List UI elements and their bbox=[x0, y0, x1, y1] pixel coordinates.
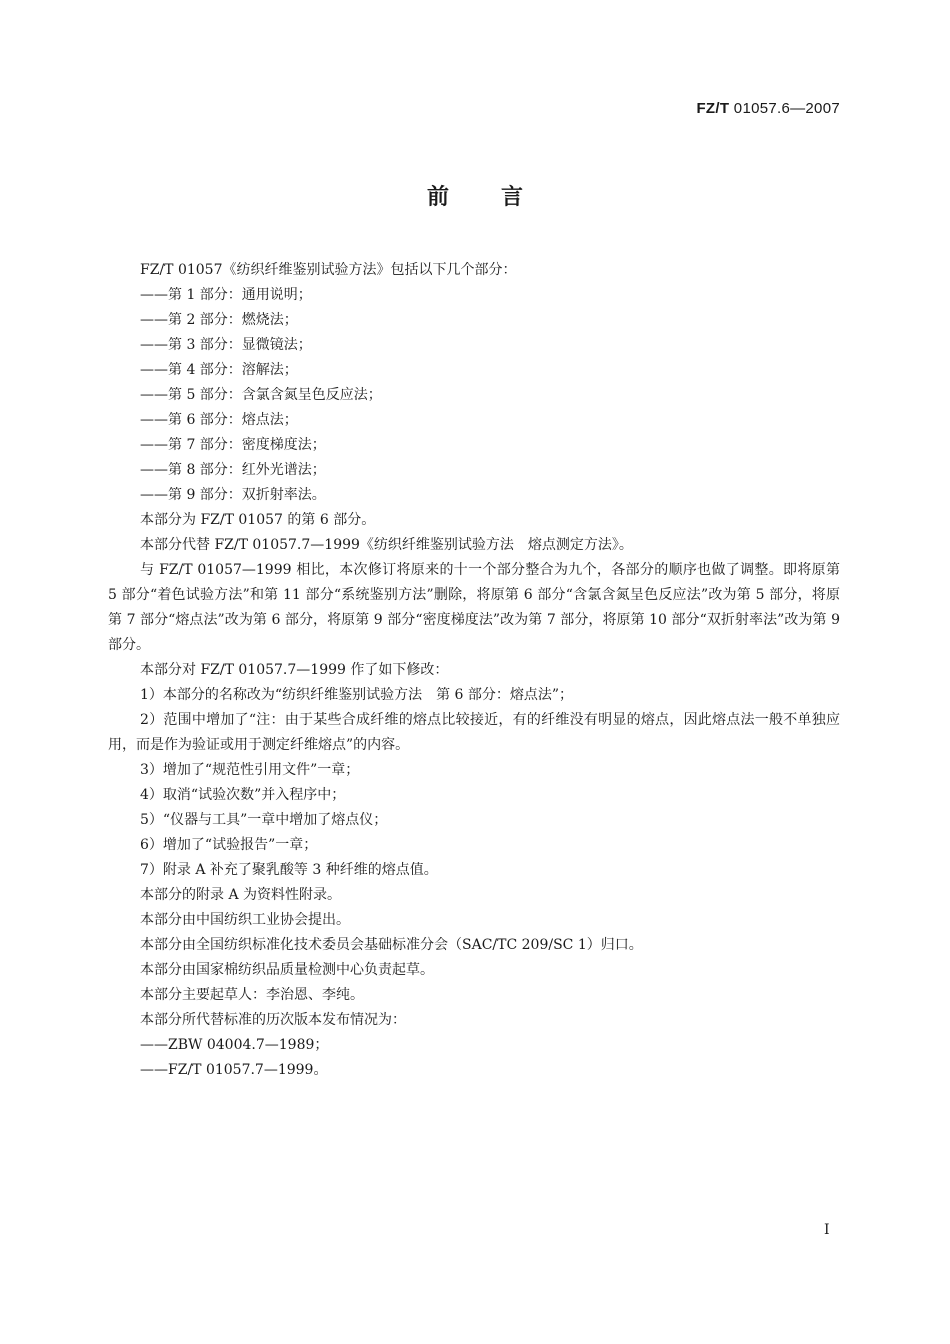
document-body bbox=[108, 258, 840, 1083]
list-item: 6）增加了“试验报告”一章； bbox=[140, 837, 318, 853]
part-paragraph: 本部分为 FZ/T 01057 的第 6 部分。 bbox=[140, 512, 376, 528]
standard-code bbox=[696, 100, 840, 117]
list-item: ——第 9 部分：双折射率法。 bbox=[140, 487, 326, 503]
list-item: ——第 5 部分：含氯含氮呈色反应法； bbox=[140, 387, 382, 403]
list-item: ——ZBW 04004.7—1989； bbox=[140, 1037, 329, 1053]
standard-code-number: 01057.6—2007 bbox=[729, 100, 840, 117]
list-item: ——第 3 部分：显微镜法； bbox=[140, 337, 312, 353]
changes-list bbox=[108, 683, 840, 883]
page-title: 前言 bbox=[426, 185, 575, 210]
list-item: 7）附录 A 补充了聚乳酸等 3 种纤维的熔点值。 bbox=[140, 862, 438, 878]
closing-section bbox=[108, 883, 840, 1033]
closing-paragraph: 本部分所代替标准的历次版本发布情况为： bbox=[140, 1012, 406, 1028]
list-item: ——第 1 部分：通用说明； bbox=[140, 287, 312, 303]
list-item: 5）“仪器与工具”一章中增加了熔点仪； bbox=[140, 812, 388, 828]
history-list bbox=[108, 1033, 840, 1083]
list-item: ——第 4 部分：溶解法； bbox=[140, 362, 298, 378]
compare-paragraph: 与 FZ/T 01057—1999 相比，本次修订将原来的十一个部分整合为九个，各部分的顺序也做了调整。即将原第 5 部分“着色试验方法”和第 11 部分“系统鉴别方法”删除，将原第 6 部分“含氯含氮呈色反应法”改为第 5 部分，将原第 7 部分“熔点法”改为第 6 部分，将原第 9 部分“密度梯度法”改为第 7 部分，将原第 10 部分“双折射率法”改为第 9 部分。 bbox=[108, 562, 840, 653]
parts-list bbox=[108, 283, 840, 508]
closing-paragraph: 本部分由中国纺织工业协会提出。 bbox=[140, 912, 350, 928]
list-item: 3）增加了“规范性引用文件”一章； bbox=[140, 762, 360, 778]
list-item: 1）本部分的名称改为“纺织纤维鉴别试验方法 第 6 部分：熔点法”； bbox=[140, 687, 574, 703]
replace-paragraph: 本部分代替 FZ/T 01057.7—1999《纺织纤维鉴别试验方法 熔点测定方法》。 bbox=[140, 537, 633, 553]
list-item: 4）取消“试验次数”并入程序中； bbox=[140, 787, 346, 803]
list-item: ——第 2 部分：燃烧法； bbox=[140, 312, 298, 328]
intro-paragraph: FZ/T 01057《纺织纤维鉴别试验方法》包括以下几个部分： bbox=[140, 262, 517, 278]
page-number: I bbox=[824, 1222, 830, 1238]
closing-paragraph: 本部分由全国纺织标准化技术委员会基础标准分会（SAC/TC 209/SC 1）归口。 bbox=[140, 937, 643, 953]
list-item: 2）范围中增加了“注：由于某些合成纤维的熔点比较接近，有的纤维没有明显的熔点，因此熔点法一般不单独应用，而是作为验证或用于测定纤维熔点”的内容。 bbox=[108, 712, 840, 753]
list-item: ——第 7 部分：密度梯度法； bbox=[140, 437, 326, 453]
changes-paragraph: 本部分对 FZ/T 01057.7—1999 作了如下修改： bbox=[140, 662, 449, 678]
list-item: ——第 6 部分：熔点法； bbox=[140, 412, 298, 428]
closing-paragraph: 本部分的附录 A 为资料性附录。 bbox=[140, 887, 342, 903]
list-item: ——第 8 部分：红外光谱法； bbox=[140, 462, 326, 478]
closing-paragraph: 本部分由国家棉纺织品质量检测中心负责起草。 bbox=[140, 962, 434, 978]
closing-paragraph: 本部分主要起草人：李治恩、李纯。 bbox=[140, 987, 364, 1003]
list-item: ——FZ/T 01057.7—1999。 bbox=[140, 1062, 328, 1078]
standard-code-prefix: FZ/T bbox=[696, 100, 730, 117]
